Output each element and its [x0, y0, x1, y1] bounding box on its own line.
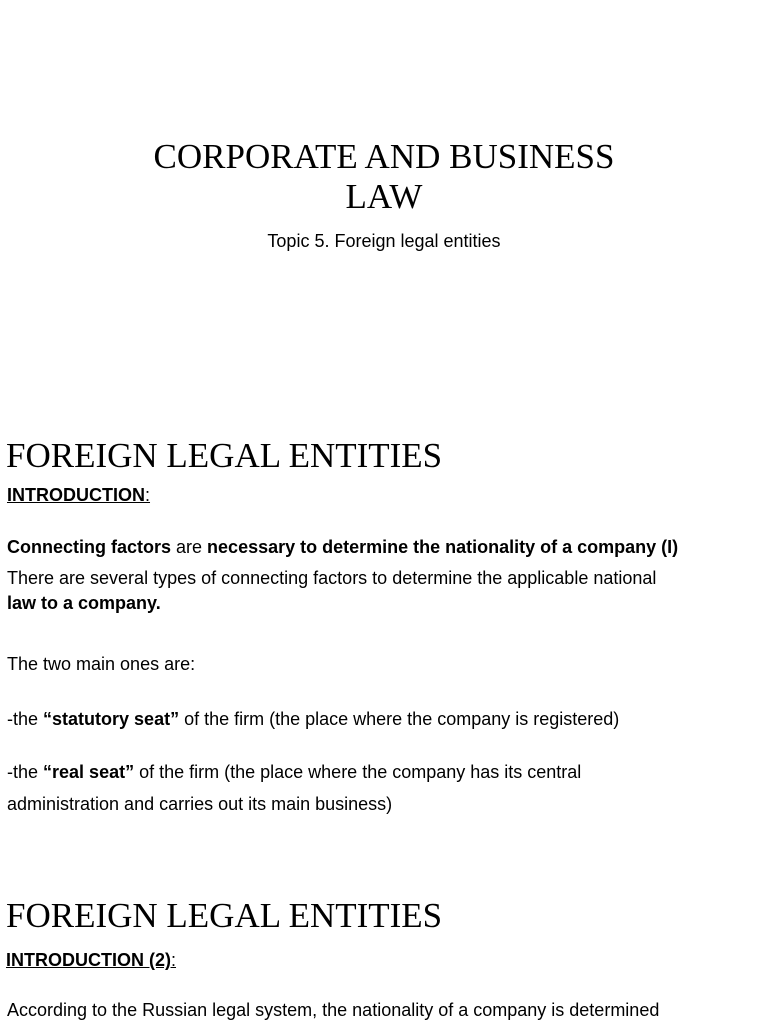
paragraph-russian-legal-system: According to the Russian legal system, the nationality of a company is determined — [7, 1000, 660, 1020]
paragraph-connecting-factors — [7, 537, 678, 558]
intro-colon: : — [145, 485, 151, 505]
intro-2-label-row — [6, 950, 176, 971]
bullet-real-seat-line2: administration and carries out its main business) — [7, 794, 393, 814]
connecting-factors-are: are — [171, 537, 208, 557]
section-heading-foreign-legal-entities: FOREIGN LEGAL ENTITIES — [6, 436, 443, 475]
paragraph-two-main: The two main ones are: — [7, 654, 196, 674]
real-seat-bold: “real seat” — [43, 762, 135, 782]
statutory-seat-bold: “statutory seat” — [43, 709, 180, 729]
law-to-company-bold: law to a company. — [7, 593, 161, 613]
intro-2-label: INTRODUCTION (2) — [6, 950, 171, 970]
connecting-factors-bold: Connecting factors — [7, 537, 172, 557]
statutory-seat-text: of the firm (the place where the company is registered) — [179, 709, 620, 729]
intro-label-row — [7, 485, 150, 506]
real-seat-text: of the firm (the place where the company has its central — [134, 762, 582, 782]
intro-2-colon: : — [171, 950, 177, 970]
bullet-statutory-seat — [7, 709, 619, 730]
document-title-line2: LAW — [345, 177, 423, 216]
document-title-line1: CORPORATE AND BUSINESS — [153, 137, 615, 176]
intro-label: INTRODUCTION — [7, 485, 145, 505]
paragraph-types-line2 — [7, 593, 161, 614]
nationality-bold: necessary to determine the nationality of a company (I) — [207, 537, 679, 557]
document-subtitle: Topic 5. Foreign legal entities — [267, 231, 501, 251]
section-heading-foreign-legal-entities-2: FOREIGN LEGAL ENTITIES — [6, 896, 443, 935]
bullet-prefix: -the — [7, 709, 44, 729]
bullet-real-seat — [7, 762, 581, 783]
bullet-prefix: -the — [7, 762, 44, 782]
paragraph-types-line1: There are several types of connecting factors to determine the applicable national — [7, 568, 657, 588]
